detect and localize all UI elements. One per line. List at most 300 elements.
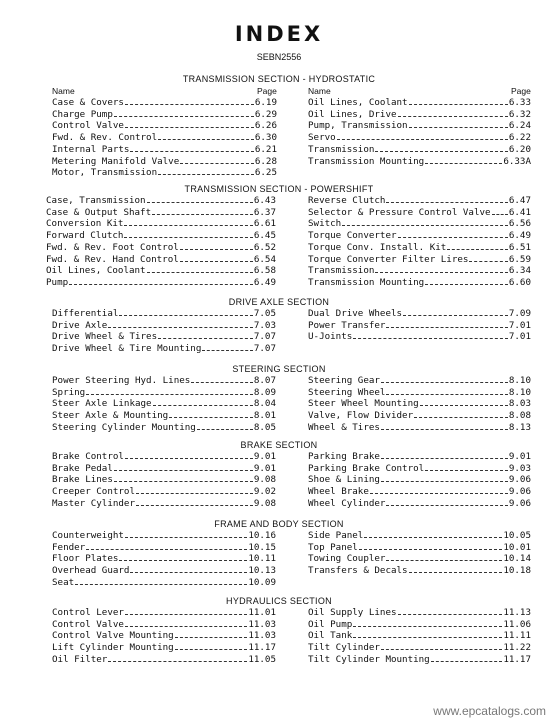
entry-name: Overhead Guard bbox=[52, 565, 130, 577]
entry-name: Seat bbox=[52, 576, 75, 588]
index-entry bbox=[52, 375, 276, 386]
entry-name: Servo bbox=[308, 132, 336, 144]
index-entry bbox=[52, 387, 276, 398]
entry-name: Differential bbox=[52, 308, 119, 319]
index-entry bbox=[52, 642, 276, 653]
index-entry bbox=[308, 642, 531, 653]
leader-dashes bbox=[175, 636, 248, 638]
leader-dashes bbox=[114, 480, 253, 482]
index-entry bbox=[308, 195, 531, 206]
entry-name: Control Valve bbox=[52, 618, 124, 630]
leader-dashes bbox=[403, 314, 508, 316]
entry-page: 6.24 bbox=[508, 120, 531, 132]
entry-page: 6.33 bbox=[508, 97, 531, 108]
entry-page: 6.51 bbox=[508, 241, 531, 253]
entry-name: Steering Wheel bbox=[308, 386, 386, 398]
entry-page: 6.49 bbox=[508, 230, 531, 242]
entry-name: Selector & Pressure Control Valve bbox=[308, 206, 491, 218]
index-entry bbox=[46, 254, 276, 265]
index-entry bbox=[308, 410, 531, 421]
leader-dashes bbox=[130, 150, 253, 152]
index-entry bbox=[308, 451, 531, 462]
entry-name: Drive Wheel & Tires bbox=[52, 331, 158, 343]
index-entry bbox=[308, 530, 531, 541]
leader-dashes bbox=[136, 504, 253, 506]
leader-dashes bbox=[381, 428, 508, 430]
entry-page: 9.06 bbox=[508, 497, 531, 509]
entry-name: Brake Lines bbox=[52, 474, 113, 486]
leader-dashes bbox=[398, 115, 508, 117]
index-entry bbox=[308, 422, 531, 433]
entry-page: 9.01 bbox=[253, 451, 276, 462]
entry-name: Drive Wheel & Tire Mounting bbox=[52, 343, 202, 355]
index-entry bbox=[52, 486, 276, 497]
index-entry bbox=[308, 97, 531, 108]
entry-page: 11.22 bbox=[503, 642, 531, 654]
index-entry bbox=[308, 398, 531, 409]
entry-name: Tilt Cylinder bbox=[308, 642, 380, 654]
watermark-text: www.epcatalogs.com bbox=[433, 704, 546, 718]
leader-dashes bbox=[175, 648, 248, 650]
entry-page: 6.45 bbox=[253, 230, 276, 242]
entry-page: 6.37 bbox=[253, 206, 276, 218]
entry-page: 7.07 bbox=[253, 331, 276, 343]
entry-name: Towing Coupler bbox=[308, 553, 386, 565]
index-entry bbox=[308, 607, 531, 618]
entry-page: 10.14 bbox=[503, 553, 531, 565]
leader-dashes bbox=[386, 504, 507, 506]
index-entry bbox=[52, 542, 276, 553]
index-entry bbox=[52, 320, 276, 331]
section-title: FRAME AND BODY SECTION bbox=[214, 519, 344, 529]
entry-name: U-Joints bbox=[308, 331, 353, 343]
leader-dashes bbox=[125, 536, 247, 538]
entry-name: Torque Conv. Install. Kit bbox=[308, 241, 447, 253]
entry-page: 6.20 bbox=[508, 143, 531, 155]
index-entry bbox=[308, 277, 531, 288]
entry-name: Tilt Cylinder Mounting bbox=[308, 653, 430, 665]
entry-page: 6.58 bbox=[253, 265, 276, 277]
leader-dashes bbox=[425, 162, 502, 164]
entry-page: 11.11 bbox=[503, 630, 531, 642]
entry-name: Power Transfer bbox=[308, 319, 386, 331]
entry-name: Shoe & Lining bbox=[308, 474, 380, 486]
index-entry bbox=[308, 630, 531, 641]
leader-dashes bbox=[386, 559, 502, 561]
entry-page: 10.11 bbox=[248, 553, 276, 565]
entry-page: 9.08 bbox=[253, 497, 276, 509]
index-entry bbox=[308, 320, 531, 331]
section-title: HYDRAULICS SECTION bbox=[226, 596, 332, 606]
entry-page: 6.28 bbox=[254, 155, 277, 167]
entry-page: 9.08 bbox=[253, 474, 276, 486]
leader-dashes bbox=[381, 457, 508, 459]
entry-page: 6.21 bbox=[254, 143, 277, 155]
entry-name: Control Lever bbox=[52, 607, 124, 618]
entry-page: 8.10 bbox=[508, 386, 531, 398]
index-entry bbox=[52, 553, 276, 564]
entry-page: 6.19 bbox=[254, 97, 277, 108]
entry-page: 6.61 bbox=[253, 218, 276, 230]
leader-dashes bbox=[353, 625, 502, 627]
entry-name: Brake Control bbox=[52, 451, 124, 462]
entry-name: Internal Parts bbox=[52, 143, 130, 155]
entry-page: 6.49 bbox=[253, 276, 276, 288]
entry-name: Side Panel bbox=[308, 530, 364, 541]
leader-dashes bbox=[364, 536, 502, 538]
entry-page: 10.16 bbox=[248, 530, 276, 541]
index-entry bbox=[52, 654, 276, 665]
entry-name: Top Panel bbox=[308, 541, 358, 553]
index-entry bbox=[308, 463, 531, 474]
index-entry bbox=[52, 422, 276, 433]
entry-page: 6.22 bbox=[508, 132, 531, 144]
index-entry bbox=[308, 565, 531, 576]
leader-dashes bbox=[86, 393, 253, 395]
leader-dashes bbox=[375, 271, 507, 273]
leader-dashes bbox=[125, 457, 253, 459]
index-entry bbox=[46, 277, 276, 288]
entry-page: 8.01 bbox=[253, 410, 276, 422]
index-entry bbox=[308, 553, 531, 564]
entry-name: Control Valve bbox=[52, 120, 124, 132]
entry-name: Brake Pedal bbox=[52, 462, 113, 474]
index-entry bbox=[52, 451, 276, 462]
leader-dashes bbox=[425, 283, 508, 285]
leader-dashes bbox=[447, 248, 508, 250]
entry-name: Oil Lines, Coolant bbox=[46, 265, 146, 277]
leader-dashes bbox=[381, 648, 502, 650]
entry-page: 8.08 bbox=[508, 410, 531, 422]
entry-page: 6.47 bbox=[508, 195, 531, 206]
leader-dashes bbox=[414, 416, 508, 418]
entry-page: 6.26 bbox=[254, 120, 277, 132]
index-entry bbox=[308, 254, 531, 265]
entry-page: 7.05 bbox=[253, 308, 276, 319]
leader-dashes bbox=[125, 613, 247, 615]
leader-dashes bbox=[492, 213, 508, 215]
section-title: TRANSMISSION SECTION - POWERSHIFT bbox=[184, 184, 374, 194]
entry-page: 8.10 bbox=[508, 375, 531, 386]
entry-page: 6.33A bbox=[503, 155, 531, 167]
entry-name: Forward Clutch bbox=[46, 230, 124, 242]
leader-dashes bbox=[370, 492, 508, 494]
index-entry bbox=[308, 387, 531, 398]
column-header-name: Name bbox=[52, 86, 75, 96]
leader-dashes bbox=[86, 548, 247, 550]
index-entry bbox=[308, 654, 531, 665]
entry-name: Pump bbox=[46, 276, 69, 288]
entry-page: 6.52 bbox=[253, 241, 276, 253]
leader-dashes bbox=[169, 416, 253, 418]
section-title: DRIVE AXLE SECTION bbox=[228, 297, 330, 307]
entry-name: Charge Pump bbox=[52, 108, 113, 120]
entry-page: 7.01 bbox=[508, 319, 531, 331]
index-entry bbox=[308, 375, 531, 386]
index-entry bbox=[52, 120, 277, 131]
leader-dashes bbox=[353, 636, 502, 638]
entry-name: Steer Wheel Mounting bbox=[308, 398, 419, 410]
leader-dashes bbox=[409, 571, 503, 573]
entry-page: 6.41 bbox=[508, 206, 531, 218]
index-entry bbox=[52, 577, 276, 588]
entry-name: Switch bbox=[308, 218, 342, 230]
index-entry bbox=[308, 109, 531, 120]
entry-name: Control Valve Mounting bbox=[52, 630, 174, 642]
entry-page: 10.05 bbox=[503, 530, 531, 541]
entry-page: 8.07 bbox=[253, 375, 276, 386]
entry-page: 11.17 bbox=[503, 653, 531, 665]
entry-page: 9.03 bbox=[508, 462, 531, 474]
entry-page: 9.06 bbox=[508, 486, 531, 498]
index-entry bbox=[52, 463, 276, 474]
leader-dashes bbox=[386, 393, 507, 395]
entry-name: Fwd. & Rev. Control bbox=[52, 132, 158, 144]
leader-dashes bbox=[398, 236, 508, 238]
leader-dashes bbox=[180, 162, 254, 164]
entry-name: Wheel Brake bbox=[308, 486, 369, 498]
index-entry bbox=[52, 630, 276, 641]
index-entry bbox=[46, 265, 276, 276]
index-entry bbox=[52, 565, 276, 576]
leader-dashes bbox=[398, 613, 503, 615]
entry-page: 6.60 bbox=[508, 276, 531, 288]
entry-name: Oil Tank bbox=[308, 630, 353, 642]
index-entry bbox=[308, 120, 531, 131]
entry-page: 9.01 bbox=[253, 462, 276, 474]
entry-page: 6.25 bbox=[254, 167, 277, 179]
leader-dashes bbox=[409, 103, 508, 105]
entry-name: Transmission bbox=[308, 265, 375, 277]
entry-name: Torque Converter bbox=[308, 230, 397, 242]
index-entry bbox=[46, 195, 276, 206]
leader-dashes bbox=[124, 224, 252, 226]
index-entry bbox=[46, 218, 276, 229]
entry-page: 6.56 bbox=[508, 218, 531, 230]
entry-name: Master Cylinder bbox=[52, 497, 135, 509]
index-entry bbox=[308, 144, 531, 155]
leader-dashes bbox=[153, 404, 253, 406]
leader-dashes bbox=[180, 260, 253, 262]
index-entry bbox=[308, 619, 531, 630]
entry-page: 11.17 bbox=[248, 642, 276, 654]
entry-name: Fwd. & Rev. Hand Control bbox=[46, 253, 179, 265]
leader-dashes bbox=[420, 404, 508, 406]
leader-dashes bbox=[119, 559, 247, 561]
index-entry bbox=[308, 218, 531, 229]
index-entry bbox=[52, 398, 276, 409]
entry-name: Pump, Transmission bbox=[308, 120, 408, 132]
entry-name: Steering Cylinder Mounting bbox=[52, 421, 196, 433]
index-entry bbox=[52, 474, 276, 485]
entry-name: Fwd. & Rev. Foot Control bbox=[46, 241, 179, 253]
entry-page: 8.13 bbox=[508, 421, 531, 433]
entry-page: 10.01 bbox=[503, 541, 531, 553]
entry-page: 8.04 bbox=[253, 398, 276, 410]
entry-page: 6.32 bbox=[508, 108, 531, 120]
leader-dashes bbox=[124, 236, 252, 238]
entry-page: 11.06 bbox=[503, 618, 531, 630]
index-entry bbox=[308, 207, 531, 218]
entry-page: 8.05 bbox=[253, 421, 276, 433]
index-entry bbox=[52, 607, 276, 618]
entry-name: Steer Axle & Mounting bbox=[52, 410, 169, 422]
entry-name: Reverse Clutch bbox=[308, 195, 386, 206]
entry-name: Drive Axle bbox=[52, 319, 108, 331]
index-entry bbox=[308, 265, 531, 276]
leader-dashes bbox=[191, 381, 253, 383]
entry-page: 6.59 bbox=[508, 253, 531, 265]
entry-name: Steering Gear bbox=[308, 375, 380, 386]
leader-dashes bbox=[69, 283, 253, 285]
index-entry bbox=[52, 109, 277, 120]
entry-page: 6.34 bbox=[508, 265, 531, 277]
column-header-page: Page bbox=[257, 86, 277, 96]
entry-page: 8.03 bbox=[508, 398, 531, 410]
section-title: STEERING SECTION bbox=[232, 364, 326, 374]
entry-page: 7.01 bbox=[508, 331, 531, 343]
entry-name: Transfers & Decals bbox=[308, 565, 408, 577]
entry-name: Case & Output Shaft bbox=[46, 206, 152, 218]
entry-page: 7.09 bbox=[508, 308, 531, 319]
entry-page: 11.03 bbox=[248, 618, 276, 630]
leader-dashes bbox=[158, 337, 253, 339]
entry-name: Transmission Mounting bbox=[308, 155, 425, 167]
leader-dashes bbox=[130, 571, 247, 573]
leader-dashes bbox=[125, 126, 254, 128]
entry-name: Transmission bbox=[308, 143, 375, 155]
index-entry bbox=[52, 343, 276, 354]
column-header-page: Page bbox=[511, 86, 531, 96]
index-entry bbox=[308, 132, 531, 143]
index-entry bbox=[308, 242, 531, 253]
entry-page: 7.03 bbox=[253, 319, 276, 331]
entry-name: Valve, Flow Divider bbox=[308, 410, 414, 422]
entry-page: 6.30 bbox=[254, 132, 277, 144]
entry-name: Dual Drive Wheels bbox=[308, 308, 403, 319]
entry-page: 8.09 bbox=[253, 386, 276, 398]
leader-dashes bbox=[158, 173, 254, 175]
entry-name: Lift Cylinder Mounting bbox=[52, 642, 174, 654]
leader-dashes bbox=[125, 625, 247, 627]
document-number: SEBN2556 bbox=[256, 52, 302, 62]
entry-name: Parking Brake bbox=[308, 451, 380, 462]
leader-dashes bbox=[342, 224, 508, 226]
entry-page: 9.01 bbox=[508, 451, 531, 462]
entry-name: Case, Transmission bbox=[46, 195, 146, 206]
index-entry bbox=[308, 156, 531, 167]
entry-name: Motor, Transmission bbox=[52, 167, 158, 179]
entry-name: Oil Lines, Coolant bbox=[308, 97, 408, 108]
leader-dashes bbox=[114, 115, 254, 117]
index-entry bbox=[52, 530, 276, 541]
leader-dashes bbox=[152, 213, 253, 215]
leader-dashes bbox=[180, 248, 253, 250]
entry-page: 9.06 bbox=[508, 474, 531, 486]
index-entry bbox=[308, 308, 531, 319]
index-entry bbox=[52, 410, 276, 421]
entry-name: Parking Brake Control bbox=[308, 462, 425, 474]
index-entry bbox=[52, 498, 276, 509]
index-entry bbox=[308, 498, 531, 509]
entry-name: Steer Axle Linkage bbox=[52, 398, 152, 410]
entry-page: 10.18 bbox=[503, 565, 531, 577]
entry-name: Oil Filter bbox=[52, 653, 108, 665]
index-entry bbox=[52, 619, 276, 630]
entry-page: 6.54 bbox=[253, 253, 276, 265]
leader-dashes bbox=[114, 469, 253, 471]
index-entry bbox=[52, 132, 277, 143]
entry-name: Wheel & Tires bbox=[308, 421, 380, 433]
index-entry bbox=[308, 230, 531, 241]
index-entry bbox=[308, 474, 531, 485]
entry-name: Spring bbox=[52, 386, 86, 398]
leader-dashes bbox=[197, 428, 253, 430]
entry-page: 9.02 bbox=[253, 486, 276, 498]
leader-dashes bbox=[147, 201, 253, 203]
entry-name: Oil Lines, Drive bbox=[308, 108, 397, 120]
column-header-name: Name bbox=[308, 86, 331, 96]
entry-page: 7.07 bbox=[253, 343, 276, 355]
index-entry bbox=[46, 230, 276, 241]
entry-page: 10.15 bbox=[248, 541, 276, 553]
entry-name: Conversion Kit bbox=[46, 218, 124, 230]
leader-dashes bbox=[353, 337, 508, 339]
leader-dashes bbox=[125, 103, 254, 105]
leader-dashes bbox=[469, 260, 507, 262]
entry-page: 11.01 bbox=[248, 607, 276, 618]
entry-page: 11.13 bbox=[503, 607, 531, 618]
entry-page: 10.09 bbox=[248, 576, 276, 588]
entry-name: Wheel Cylinder bbox=[308, 497, 386, 509]
leader-dashes bbox=[136, 492, 253, 494]
leader-dashes bbox=[202, 349, 253, 351]
index-entry bbox=[52, 156, 277, 167]
leader-dashes bbox=[359, 548, 503, 550]
index-entry bbox=[52, 331, 276, 342]
index-entry bbox=[52, 97, 277, 108]
leader-dashes bbox=[375, 150, 507, 152]
entry-page: 6.43 bbox=[253, 195, 276, 206]
index-entry bbox=[52, 308, 276, 319]
section-title: TRANSMISSION SECTION - HYDROSTATIC bbox=[182, 74, 376, 84]
leader-dashes bbox=[337, 138, 508, 140]
leader-dashes bbox=[425, 469, 508, 471]
entry-page: 6.29 bbox=[254, 108, 277, 120]
leader-dashes bbox=[158, 138, 254, 140]
page-title: INDEX bbox=[234, 22, 324, 46]
entry-name: Torque Converter Filter Lires bbox=[308, 253, 469, 265]
entry-name: Case & Covers bbox=[52, 97, 124, 108]
entry-name: Power Steering Hyd. Lines bbox=[52, 375, 191, 386]
entry-page: 10.13 bbox=[248, 565, 276, 577]
entry-name: Counterweight bbox=[52, 530, 124, 541]
entry-name: Oil Supply Lines bbox=[308, 607, 397, 618]
entry-name: Transmission Mounting bbox=[308, 276, 425, 288]
leader-dashes bbox=[108, 326, 253, 328]
leader-dashes bbox=[386, 201, 507, 203]
leader-dashes bbox=[381, 381, 508, 383]
leader-dashes bbox=[147, 271, 253, 273]
leader-dashes bbox=[108, 660, 247, 662]
entry-page: 11.03 bbox=[248, 630, 276, 642]
index-entry bbox=[308, 331, 531, 342]
entry-page: 11.05 bbox=[248, 653, 276, 665]
leader-dashes bbox=[409, 126, 508, 128]
index-entry bbox=[46, 242, 276, 253]
index-entry bbox=[52, 144, 277, 155]
entry-name: Oil Pump bbox=[308, 618, 353, 630]
